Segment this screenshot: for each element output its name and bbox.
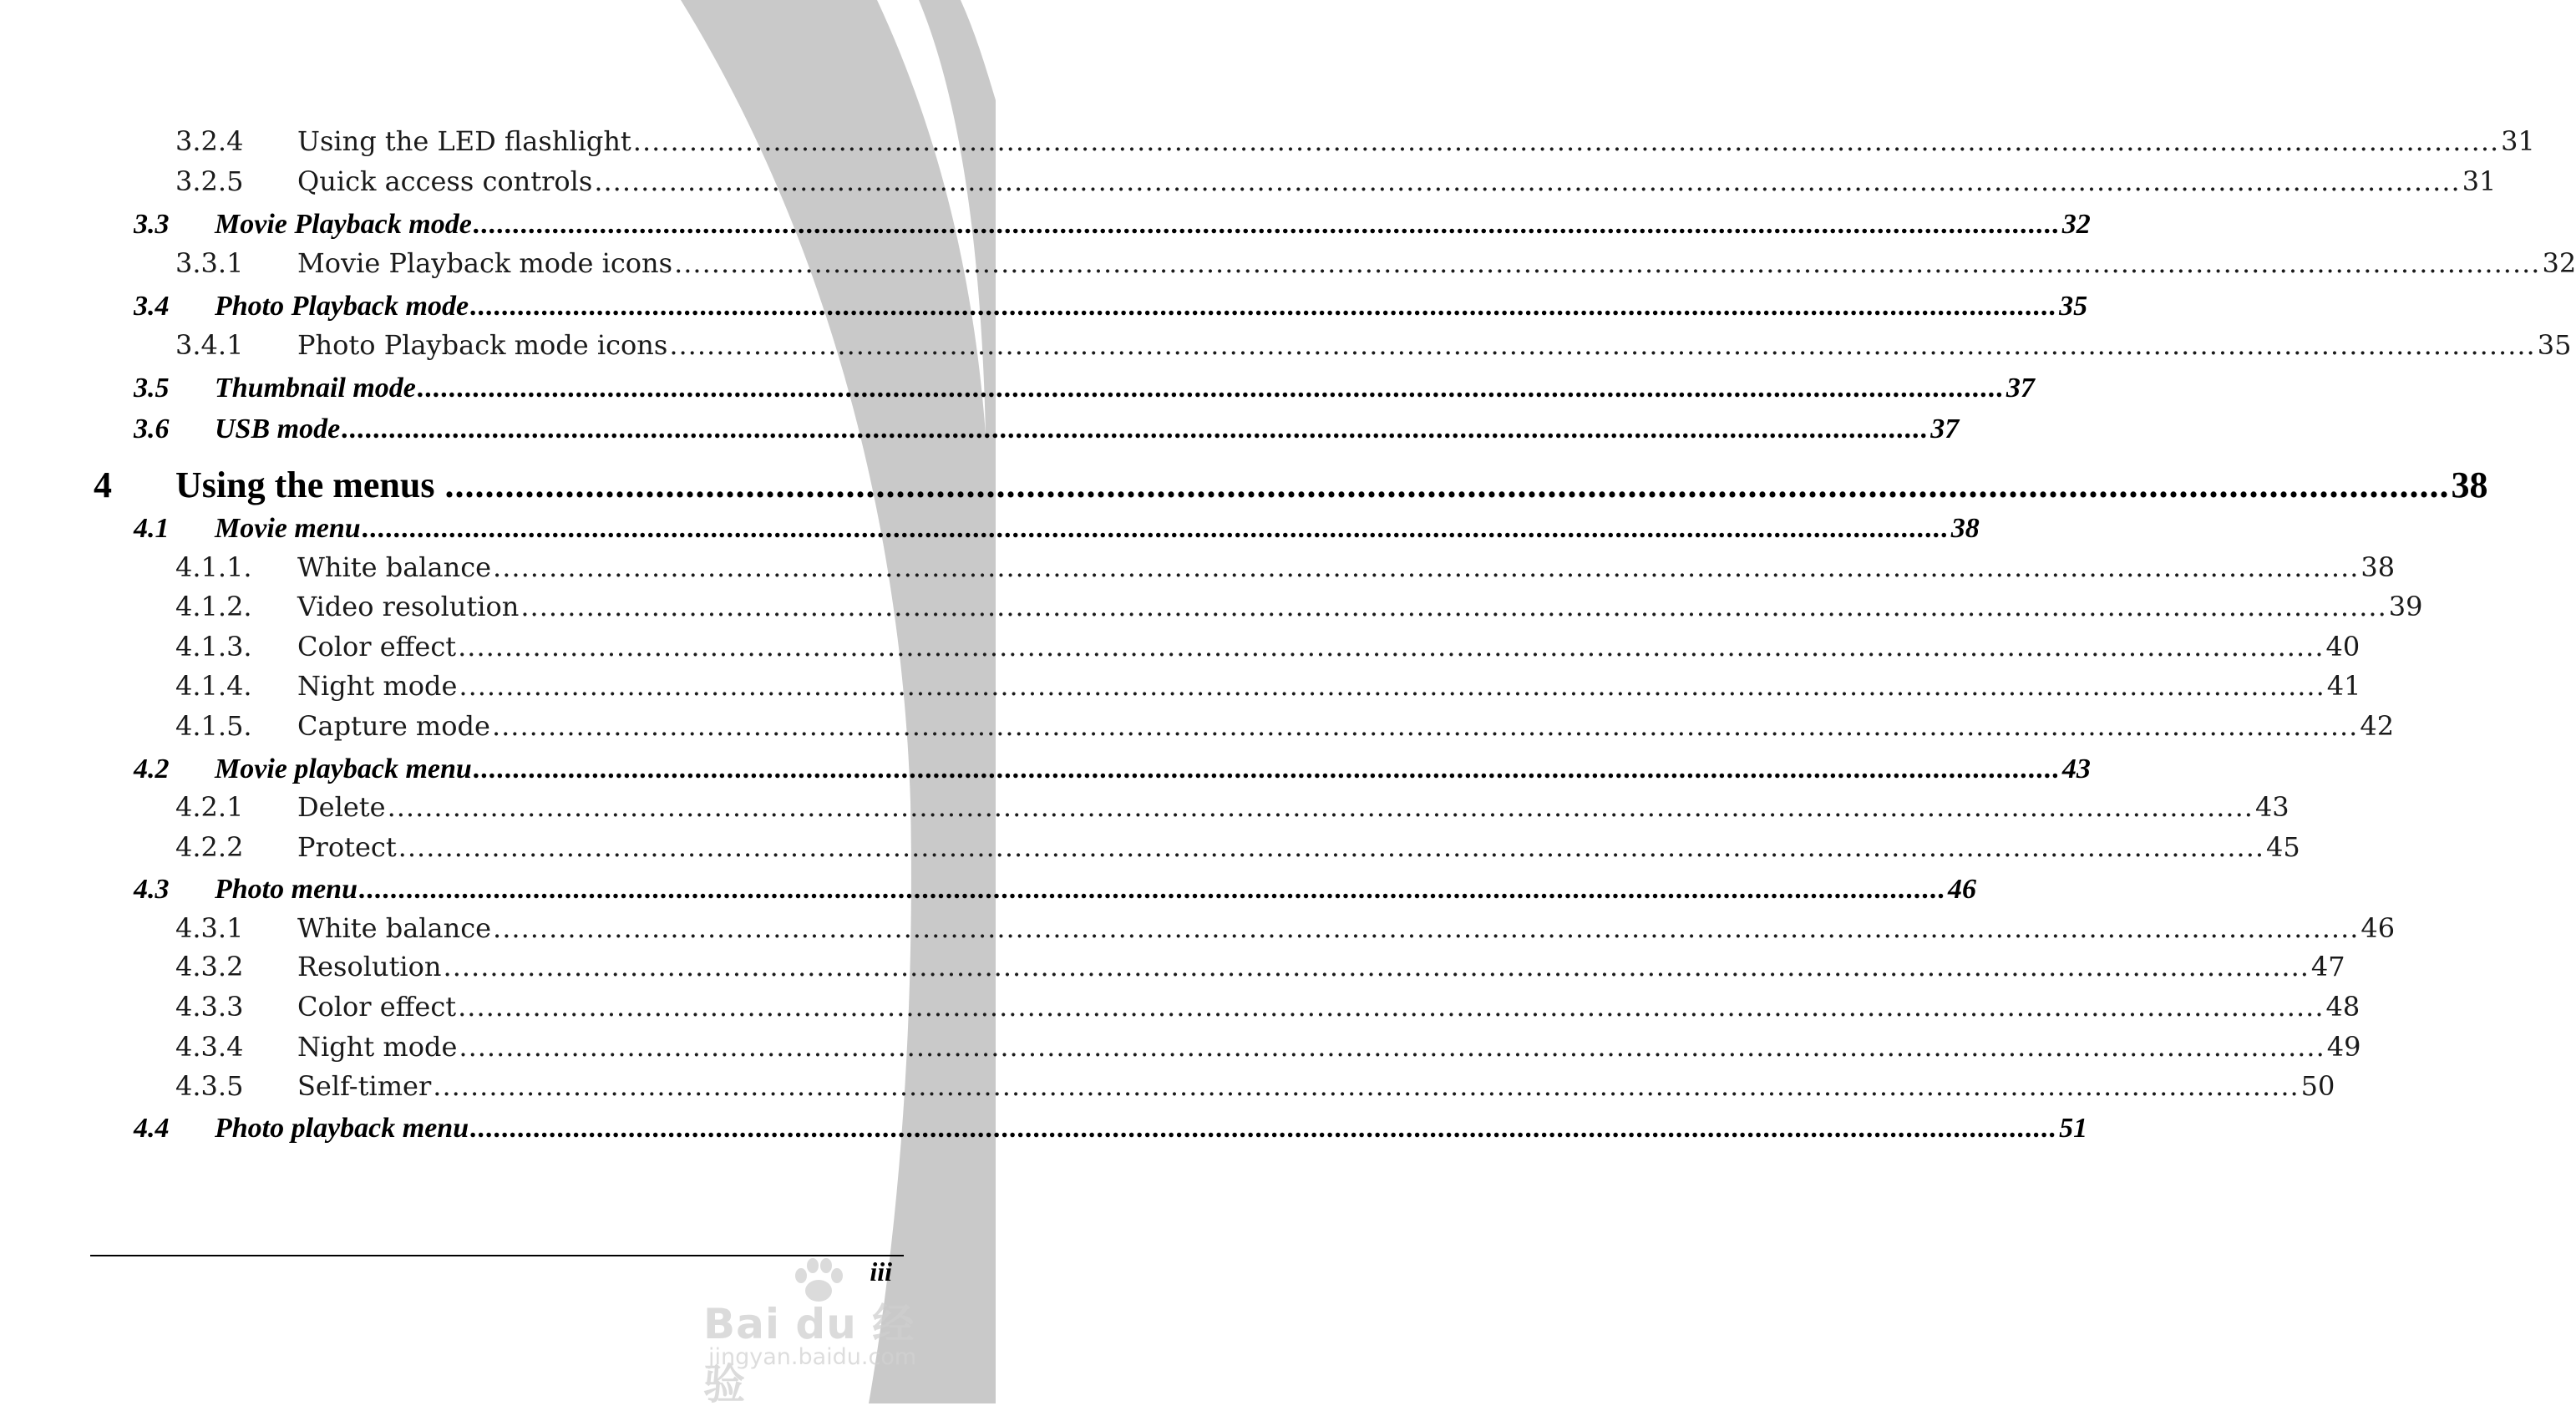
toc-entry-number: 4.1.5. xyxy=(175,710,252,742)
toc-entry-number: 4.1.1. xyxy=(175,551,252,583)
toc-entry-page: 46 xyxy=(2360,912,2396,944)
toc-entry-number: 4.2 xyxy=(134,754,170,784)
toc-entry-page: 38 xyxy=(1950,513,1980,544)
page-number: iii xyxy=(870,1256,892,1287)
toc-entry-page: 49 xyxy=(2326,1031,2361,1063)
toc-entry-leader-dots: ........................................................................................................................................................................................................ xyxy=(520,591,2387,622)
toc-entry[interactable] xyxy=(0,414,1960,445)
toc-entry-leader-dots: ........................................................................................................................................................................................................ xyxy=(470,1113,2058,1144)
toc-entry-number: 3.3.1 xyxy=(175,247,244,279)
toc-entry-leader-dots: ........................................................................................................................................................................................................ xyxy=(669,329,2536,361)
toc-entry-page: 37 xyxy=(1930,414,1960,444)
toc-entry-leader-dots: ........................................................................................................................................................................................................ xyxy=(632,125,2500,157)
toc-entry-title: Using the LED flashlight xyxy=(297,125,631,157)
toc-entry-title: USB mode xyxy=(215,414,341,444)
toc-entry-title: Color effect xyxy=(297,631,457,662)
toc-entry-leader-dots: ........................................................................................................................................................................................................ xyxy=(594,165,2461,197)
toc-entry-page: 45 xyxy=(2266,831,2300,863)
watermark-url: jingyan.baidu.com xyxy=(708,1344,917,1370)
toc-entry-leader-dots: ........................................................................................................................................................................................................ xyxy=(433,1070,2300,1102)
toc-entry-leader-dots: ........................................................................................................................................................................................................ xyxy=(362,513,1950,544)
toc-entry[interactable] xyxy=(0,631,2360,662)
toc-entry-number: 4.4 xyxy=(134,1113,170,1144)
toc-entry[interactable] xyxy=(0,670,2361,702)
toc-entry-leader-dots: ........................................................................................................................................................................................................ xyxy=(458,631,2325,662)
toc-entry-title: Quick access controls xyxy=(297,165,593,197)
toc-entry-number: 4.3.3 xyxy=(175,991,244,1023)
toc-entry-number: 4.1.4. xyxy=(175,670,252,702)
toc-entry[interactable] xyxy=(0,247,2576,279)
toc-entry-title: Color effect xyxy=(297,991,457,1023)
toc-entry-title: White balance xyxy=(297,551,492,583)
toc-entry-page: 38 xyxy=(2451,464,2488,505)
toc-entry-title: Protect xyxy=(297,831,397,863)
toc-entry-title: Thumbnail mode xyxy=(215,373,416,404)
toc-entry-number: 4.1 xyxy=(134,513,170,544)
toc-entry-number: 4.3.4 xyxy=(175,1031,244,1063)
toc-entry-leader-dots: ........................................................................................................................................................................................................ xyxy=(470,291,2058,322)
toc-entry-title: Resolution xyxy=(297,951,442,982)
toc-entry-page: 35 xyxy=(2537,329,2572,361)
toc-entry-title: Night mode xyxy=(297,1031,458,1063)
toc-entry-number: 3.3 xyxy=(134,209,170,240)
toc-entry[interactable] xyxy=(0,874,1976,906)
toc-entry-leader-dots: ........................................................................................................................................................................................................ xyxy=(358,874,1946,905)
toc-entry[interactable] xyxy=(0,710,2395,742)
toc-entry-page: 38 xyxy=(2360,551,2396,583)
toc-entry-number: 4.1.2. xyxy=(175,591,252,622)
toc-entry[interactable] xyxy=(0,291,2088,322)
toc-entry-page: 31 xyxy=(2462,165,2497,197)
toc-entry-title: Self-timer xyxy=(297,1070,432,1102)
toc-entry-number: 4.1.3. xyxy=(175,631,252,662)
toc-entry-page: 31 xyxy=(2501,125,2535,157)
toc-entry-number: 4 xyxy=(94,464,112,505)
toc-entry-number: 3.5 xyxy=(134,373,170,404)
toc-entry-page: 35 xyxy=(2059,291,2088,322)
toc-entry[interactable] xyxy=(0,1113,2088,1145)
toc-entry-number: 3.4.1 xyxy=(175,329,244,361)
toc-entry-number: 4.3 xyxy=(134,874,170,905)
toc-entry[interactable] xyxy=(0,791,2289,823)
toc-entry-leader-dots: ........................................................................................................................................................................................................ xyxy=(473,209,2061,240)
toc-entry[interactable] xyxy=(0,831,2300,863)
toc-entry-title: Capture mode xyxy=(297,710,490,742)
toc-entry-page: 48 xyxy=(2325,991,2360,1023)
toc-entry-title: Movie menu xyxy=(215,513,361,544)
toc-entry-page: 37 xyxy=(2006,373,2035,404)
toc-entry-number: 4.3.2 xyxy=(175,951,244,982)
toc-entry-leader-dots: ........................................................................................................................................................................................................ xyxy=(417,373,2005,404)
toc-entry-number: 4.3.5 xyxy=(175,1070,244,1102)
toc-entry-leader-dots: ........................................................................................................................................................................................................ xyxy=(493,912,2360,944)
toc-entry-title: Movie Playback mode xyxy=(215,209,472,240)
toc-entry-page: 43 xyxy=(2061,754,2091,784)
toc-entry-page: 39 xyxy=(2388,591,2423,622)
toc-entry[interactable] xyxy=(0,991,2360,1023)
toc-entry-number: 3.2.4 xyxy=(175,125,244,157)
footer-rule xyxy=(90,1255,904,1256)
toc-entry[interactable] xyxy=(0,464,2488,506)
toc-entry-title: Video resolution xyxy=(297,591,520,622)
toc-entry[interactable] xyxy=(0,165,2497,197)
toc-entry-leader-dots: ........................................................................................................................................................................................................ xyxy=(458,991,2325,1023)
toc-entry-number: 4.3.1 xyxy=(175,912,244,944)
toc-entry[interactable] xyxy=(0,754,2091,785)
toc-entry-number: 4.2.2 xyxy=(175,831,244,863)
toc-entry[interactable] xyxy=(0,951,2345,982)
toc-entry-title: Movie playback menu xyxy=(215,754,472,784)
toc-entry[interactable] xyxy=(0,591,2423,622)
toc-entry[interactable] xyxy=(0,373,2035,404)
toc-entry[interactable] xyxy=(0,513,1980,545)
toc-entry-title: Photo Playback mode xyxy=(215,291,469,322)
toc-entry[interactable] xyxy=(0,551,2396,583)
toc-entry-page: 41 xyxy=(2326,670,2361,702)
toc-entry-leader-dots: ........................................................................................................................................................................................................ xyxy=(491,710,2359,742)
toc-entry[interactable] xyxy=(0,209,2091,241)
toc-entry-leader-dots: ........................................................................................................................................................................................................ xyxy=(443,951,2310,982)
toc-entry[interactable] xyxy=(0,1031,2361,1063)
toc-entry-page: 46 xyxy=(1947,874,1976,905)
toc-entry-leader-dots: ........................................................................................................................................................................................................ xyxy=(342,414,1929,444)
toc-entry-title: Photo menu xyxy=(215,874,357,905)
toc-entry-number: 4.2.1 xyxy=(175,791,244,823)
toc-entry-page: 32 xyxy=(2061,209,2091,240)
toc-entry-page: 51 xyxy=(2059,1113,2088,1144)
toc-entry-leader-dots: ........................................................................................................................................................................................................ xyxy=(459,1031,2325,1063)
toc-entry[interactable] xyxy=(0,125,2535,157)
toc-entry-leader-dots: ........................................................................................................................................................................................................ xyxy=(459,670,2325,702)
watermark-logo-text: Bai du 经验 xyxy=(703,1300,915,1408)
toc-entry-leader-dots: ........................................................................................................................................................................................................ xyxy=(387,791,2254,823)
toc-entry[interactable] xyxy=(0,912,2396,944)
toc-entry-title: Night mode xyxy=(297,670,458,702)
toc-entry-title: Using the menus xyxy=(175,464,435,505)
toc-entry-page: 40 xyxy=(2325,631,2360,662)
baidu-watermark xyxy=(693,1257,944,1408)
toc-entry-title: Photo Playback mode icons xyxy=(297,329,668,361)
toc-entry[interactable] xyxy=(0,329,2572,361)
toc-entry[interactable] xyxy=(0,1070,2335,1102)
toc-entry-number: 3.4 xyxy=(134,291,170,322)
toc-entry-page: 50 xyxy=(2300,1070,2335,1102)
toc-entry-leader-dots: ........................................................................................................................................................................................................ xyxy=(473,754,2061,784)
toc-entry-leader-dots: ........................................................................................................................................................................................................ xyxy=(444,464,2450,505)
toc-entry-page: 43 xyxy=(2254,791,2289,823)
toc-entry-leader-dots: ........................................................................................................................................................................................................ xyxy=(398,831,2265,863)
toc-entry-title: Movie Playback mode icons xyxy=(297,247,673,279)
toc-entry-leader-dots: ........................................................................................................................................................................................................ xyxy=(674,247,2541,279)
toc-entry-page: 32 xyxy=(2542,247,2576,279)
toc-entry-number: 3.2.5 xyxy=(175,165,244,197)
toc-entry-title: White balance xyxy=(297,912,492,944)
toc-entry-title: Delete xyxy=(297,791,386,823)
toc-entry-page: 42 xyxy=(2360,710,2395,742)
toc-entry-number: 3.6 xyxy=(134,414,170,444)
toc-entry-page: 47 xyxy=(2310,951,2345,982)
toc-entry-title: Photo playback menu xyxy=(215,1113,469,1144)
toc-entry-leader-dots: ........................................................................................................................................................................................................ xyxy=(493,551,2360,583)
